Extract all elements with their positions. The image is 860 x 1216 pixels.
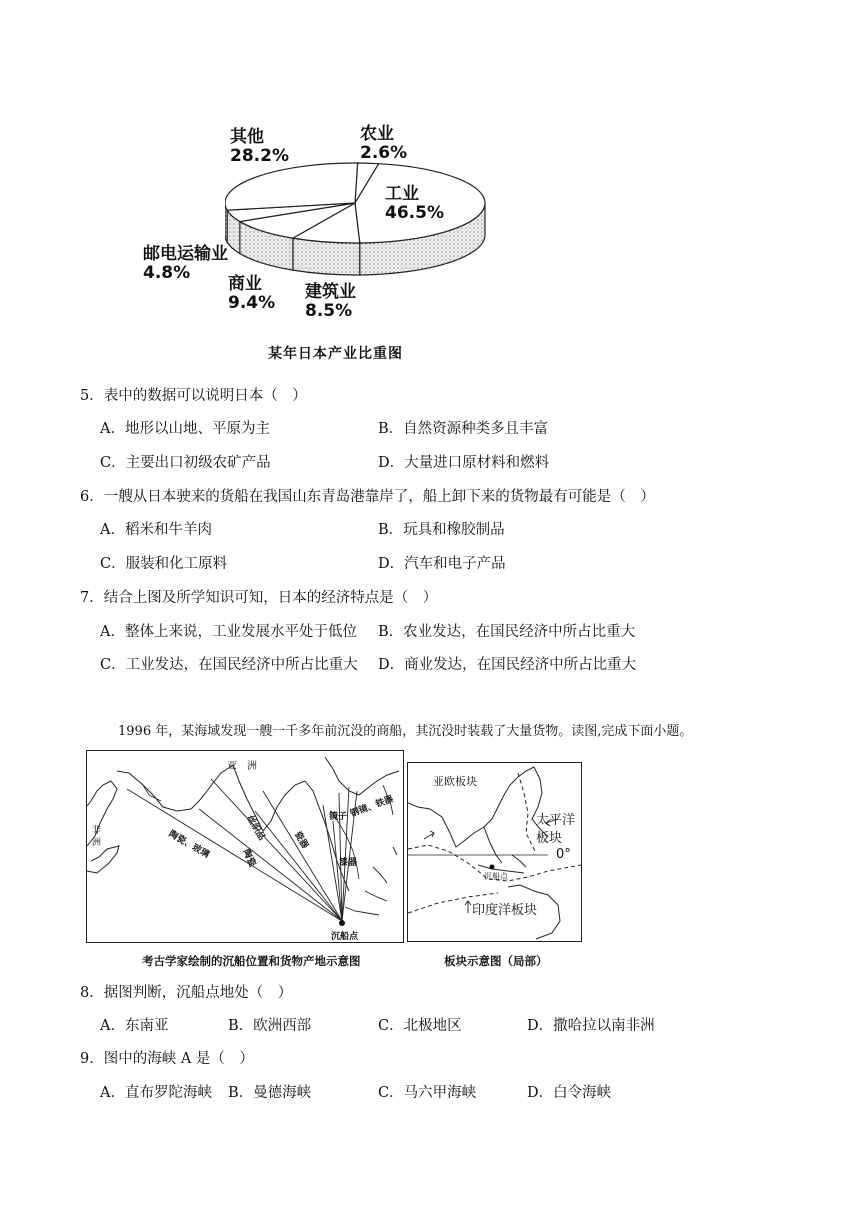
india-coastline bbox=[233, 765, 305, 831]
label-goods-lacquer: 漆器 bbox=[339, 858, 358, 868]
q8-option-d: D．撒哈拉以南非洲 bbox=[527, 1018, 655, 1034]
plate-boundary-2 bbox=[518, 773, 536, 853]
pie-label-construction bbox=[305, 283, 356, 321]
q7-option-b: B．农业发达，在国民经济中所占比重大 bbox=[378, 624, 636, 640]
label-asia: 亚 洲 bbox=[227, 761, 257, 772]
se-asia-coast bbox=[484, 827, 502, 863]
slice-name: 建筑业 bbox=[305, 282, 356, 302]
slice-name: 其他 bbox=[230, 127, 264, 147]
slice-value: 8.5% bbox=[305, 301, 353, 321]
label-wreck-plate: 沉船点 bbox=[484, 872, 508, 881]
pie-label-commerce bbox=[228, 275, 275, 313]
q8-option-c: C．北极地区 bbox=[378, 1018, 462, 1034]
plate-arrow-3 bbox=[465, 901, 471, 913]
africa-horn bbox=[87, 846, 119, 873]
slice-value: 2.6% bbox=[360, 143, 408, 163]
shipwreck-map-drawing bbox=[87, 751, 403, 942]
slice-name: 工业 bbox=[385, 184, 419, 204]
question-7: 7．结合上图及所学知识可知，日本的经济特点是（ ） bbox=[80, 590, 438, 606]
q8-option-b: B．欧洲西部 bbox=[228, 1018, 312, 1034]
wreck-point bbox=[339, 920, 345, 926]
arabia-coastline bbox=[117, 765, 233, 811]
slice-value: 4.8% bbox=[143, 263, 191, 283]
slice-name: 农业 bbox=[360, 124, 394, 144]
plate-map-caption: 板块示意图（局部） bbox=[444, 954, 548, 968]
label-goods-ceramic-glass: 陶瓷、玻璃 bbox=[166, 829, 211, 861]
q9-option-a: A．直布罗陀海峡 bbox=[100, 1085, 212, 1101]
slice-name: 商业 bbox=[228, 274, 262, 294]
slice-value: 28.2% bbox=[230, 146, 289, 166]
q9-option-d: D．白令海峡 bbox=[527, 1085, 612, 1101]
pie-label-other bbox=[230, 128, 289, 166]
label-pacific: 太平洋 bbox=[536, 813, 576, 828]
label-eurasian-plate: 亚欧板块 bbox=[433, 775, 477, 788]
label-equator: 0° bbox=[556, 847, 571, 862]
plate-arrow-1 bbox=[424, 831, 434, 839]
q5-option-d: D．大量进口原材料和燃料 bbox=[378, 455, 550, 471]
plate-map bbox=[407, 762, 582, 942]
pie-figure-title: 某年日本产业比重图 bbox=[268, 346, 403, 362]
intro-text: 1996 年，某海域发现一艘一千多年前沉没的商船，其沉没时装载了大量货物。读图,完成下面小题。 bbox=[118, 724, 693, 739]
q6-option-d: D．汽车和电子产品 bbox=[378, 556, 506, 572]
pie-side-建筑业 bbox=[293, 238, 360, 275]
label-pacific-plate: 板块 bbox=[536, 831, 563, 846]
q7-option-d: D．商业发达，在国民经济中所占比重大 bbox=[378, 657, 637, 673]
q7-option-c: C．工业发达，在国民经济中所占比重大 bbox=[100, 657, 358, 673]
slice-name: 邮电运输业 bbox=[143, 244, 228, 264]
question-6: 6．一艘从日本驶来的货船在我国山东青岛港靠岸了，船上卸下来的货物最有可能是（ ） bbox=[80, 489, 655, 505]
label-wreck-point: 沉船点 bbox=[331, 932, 359, 942]
q9-option-c: C．马六甲海峡 bbox=[378, 1085, 477, 1101]
q6-option-b: B．玩具和橡胶制品 bbox=[378, 522, 505, 538]
q8-option-a: A．东南亚 bbox=[100, 1018, 169, 1034]
label-goods-ceramics: 陶瓷 bbox=[240, 847, 257, 869]
q6-option-a: A．稻米和牛羊肉 bbox=[100, 522, 212, 538]
label-indian-plate: 印度洋板块 bbox=[472, 903, 538, 918]
slice-value: 46.5% bbox=[385, 203, 444, 223]
q5-option-c: C．主要出口初级农矿产品 bbox=[100, 455, 271, 471]
question-5: 5．表中的数据可以说明日本（ ） bbox=[80, 388, 307, 404]
q5-option-b: B．自然资源种类多且丰富 bbox=[378, 421, 549, 437]
q7-option-a: A．整体上来说，工业发展水平处于低位 bbox=[100, 624, 357, 640]
pie-slice-其他 bbox=[225, 163, 358, 210]
question-8: 8．据图判断，沉船点地处（ ） bbox=[80, 985, 293, 1001]
q9-option-b: B．曼德海峡 bbox=[228, 1085, 312, 1101]
q6-option-c: C．服装和化工原料 bbox=[100, 556, 228, 572]
pie-label-transport bbox=[143, 245, 228, 283]
pie-label-industry bbox=[385, 185, 444, 223]
wreck-point-plate bbox=[490, 865, 495, 870]
label-goods-mirror: 镜子 bbox=[329, 812, 348, 822]
label-africa: 非 洲 bbox=[90, 825, 100, 846]
label-goods-bronze-iron: 钢镜、铁器 bbox=[349, 794, 395, 820]
china-coastline bbox=[305, 781, 349, 891]
pie-label-agriculture bbox=[360, 125, 407, 163]
slice-value: 9.4% bbox=[228, 293, 276, 313]
shipwreck-map bbox=[86, 750, 404, 943]
label-goods-silk: 丝织品 bbox=[244, 814, 267, 843]
question-9: 9．图中的海峡 A 是（ ） bbox=[80, 1051, 254, 1067]
china-east-coast bbox=[325, 757, 399, 795]
label-goods-porcelain: 瓷器 bbox=[291, 829, 310, 851]
shipwreck-map-caption: 考古学家绘制的沉船位置和货物产地示意图 bbox=[142, 954, 361, 968]
q5-option-a: A．地形以山地、平原为主 bbox=[100, 421, 270, 437]
